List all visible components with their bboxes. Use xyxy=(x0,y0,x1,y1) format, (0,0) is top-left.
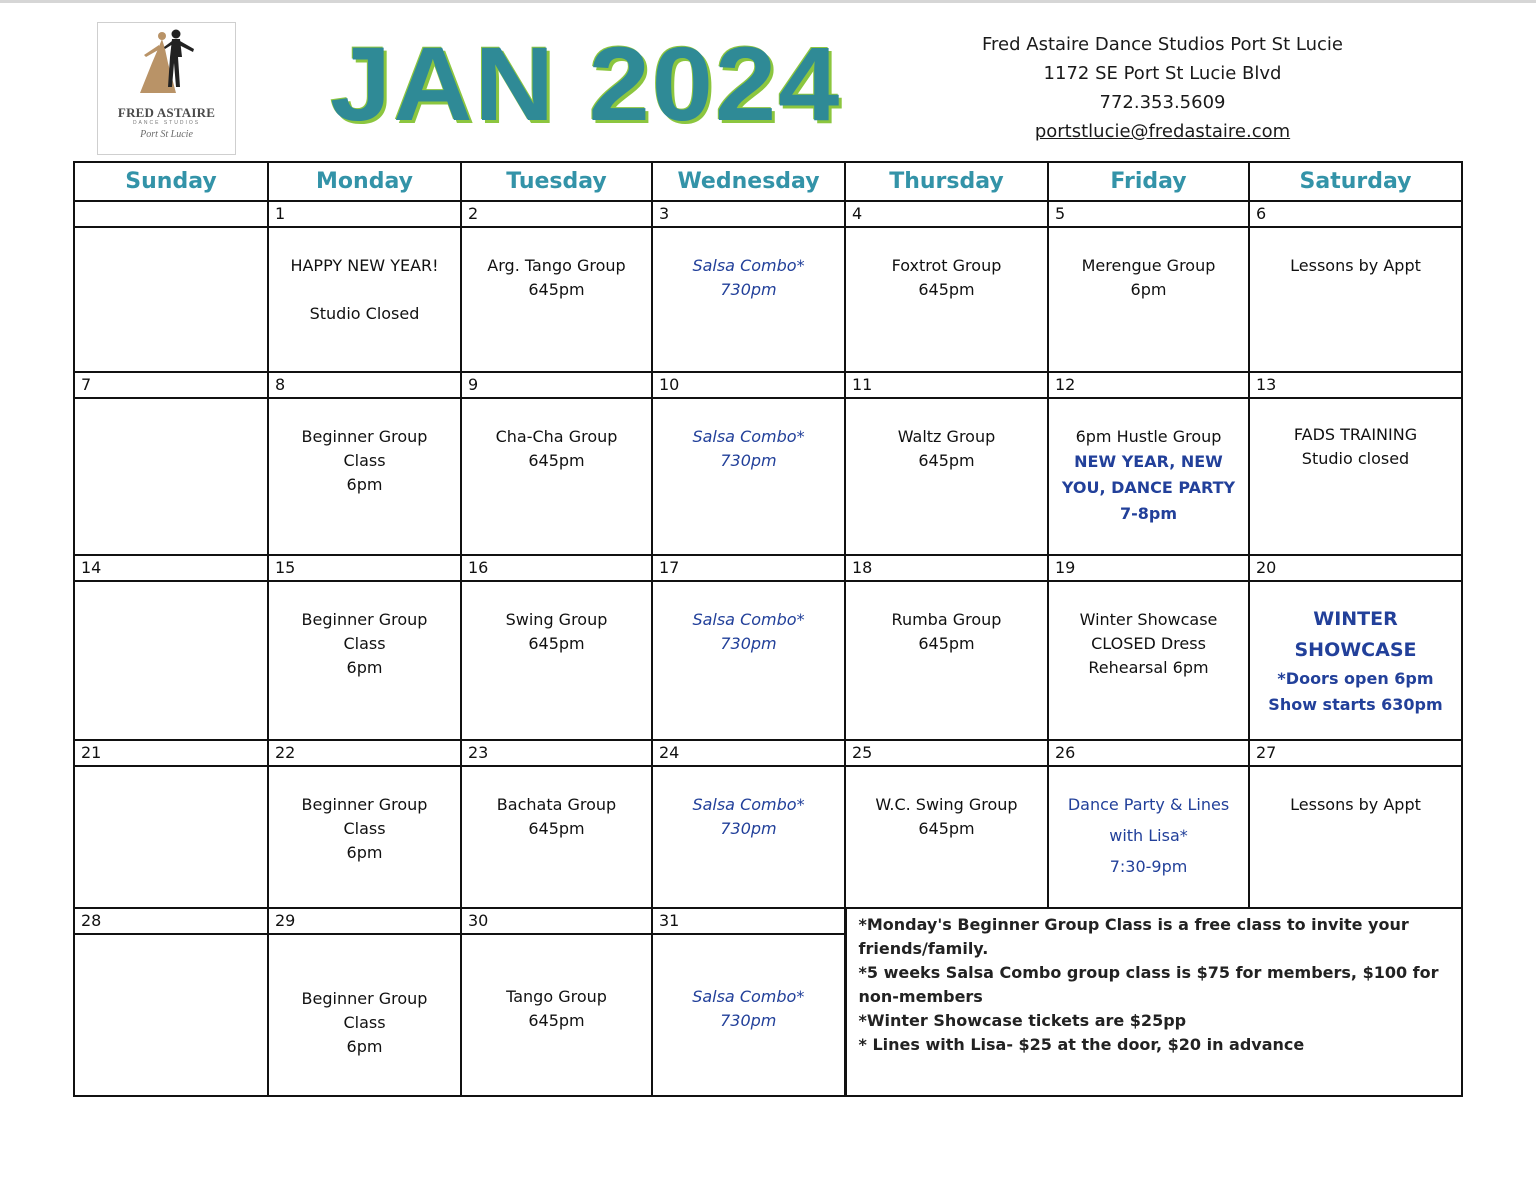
event-text: Beginner Group Class 6pm xyxy=(301,795,428,862)
date-number: 11 xyxy=(845,372,1048,398)
event-text: Dance Party & Lines with Lisa* 7:30-9pm xyxy=(1067,795,1230,876)
weekday-wednesday: Wednesday xyxy=(652,162,845,201)
event-cell xyxy=(74,766,268,908)
date-number: 18 xyxy=(845,555,1048,581)
studio-name: Fred Astaire Dance Studios Port St Lucie xyxy=(982,34,1343,55)
event-cell xyxy=(74,581,268,740)
date-number: 9 xyxy=(461,372,652,398)
event-text: W.C. Swing Group 645pm xyxy=(875,795,1018,838)
weekday-monday: Monday xyxy=(268,162,461,201)
dancing-couple-icon xyxy=(118,27,214,105)
studio-address: 1172 SE Port St Lucie Blvd xyxy=(1043,63,1282,84)
event-cell xyxy=(652,227,845,372)
date-row xyxy=(74,908,1462,934)
event-cell xyxy=(1249,227,1462,372)
date-number: 23 xyxy=(461,740,652,766)
event-text: Salsa Combo* 730pm xyxy=(692,987,805,1030)
event-text xyxy=(79,228,263,254)
showcase-title: WINTER SHOWCASE xyxy=(1294,608,1417,661)
event-text: Lessons by Appt xyxy=(1290,256,1421,275)
event-cell xyxy=(652,581,845,740)
event-cell xyxy=(845,398,1048,555)
note-line: *Monday's Beginner Group Class is a free class to invite your friends/family. xyxy=(858,915,1409,958)
weekday-header-row xyxy=(74,162,1462,201)
event-row xyxy=(74,581,1462,740)
date-number xyxy=(74,201,268,227)
date-number: 5 xyxy=(1048,201,1249,227)
event-cell xyxy=(1249,581,1462,740)
event-text: 6pm Hustle Group xyxy=(1075,427,1222,446)
event-cell xyxy=(461,398,652,555)
event-text: Beginner Group Class 6pm xyxy=(301,989,428,1056)
event-text: Cha-Cha Group 645pm xyxy=(495,427,618,470)
note-line: *Winter Showcase tickets are $25pp xyxy=(858,1011,1187,1030)
event-cell xyxy=(1048,581,1249,740)
dance-party-note: NEW YEAR, NEW YOU, DANCE PARTY 7-8pm xyxy=(1061,452,1236,523)
weekday-thursday: Thursday xyxy=(845,162,1048,201)
date-number: 4 xyxy=(845,201,1048,227)
date-number: 15 xyxy=(268,555,461,581)
date-number: 3 xyxy=(652,201,845,227)
event-text: Salsa Combo* 730pm xyxy=(692,256,805,299)
event-cell xyxy=(461,227,652,372)
event-text: FADS TRAINING Studio closed xyxy=(1293,425,1418,468)
event-cell xyxy=(461,934,652,1096)
event-cell xyxy=(74,398,268,555)
event-cell xyxy=(652,398,845,555)
studio-phone: 772.353.5609 xyxy=(1099,92,1226,113)
event-text: Beginner Group Class 6pm xyxy=(301,427,428,494)
event-cell xyxy=(845,227,1048,372)
date-number: 27 xyxy=(1249,740,1462,766)
event-cell xyxy=(1048,766,1249,908)
event-cell xyxy=(268,934,461,1096)
date-number: 26 xyxy=(1048,740,1249,766)
event-row xyxy=(74,227,1462,372)
date-number: 28 xyxy=(74,908,268,934)
event-cell xyxy=(1249,766,1462,908)
studio-email-link[interactable]: portstlucie@fredastaire.com xyxy=(1034,121,1291,142)
date-row xyxy=(74,740,1462,766)
date-number: 2 xyxy=(461,201,652,227)
weekday-saturday: Saturday xyxy=(1249,162,1462,201)
studio-logo xyxy=(97,22,236,155)
event-text: Beginner Group Class 6pm xyxy=(301,610,428,677)
calendar-grid xyxy=(73,161,1463,1097)
date-number: 30 xyxy=(461,908,652,934)
event-text: Rumba Group 645pm xyxy=(891,610,1002,653)
date-number: 24 xyxy=(652,740,845,766)
date-number: 25 xyxy=(845,740,1048,766)
event-text: Bachata Group 645pm xyxy=(496,795,617,838)
top-rule xyxy=(0,0,1536,3)
date-number: 12 xyxy=(1048,372,1249,398)
date-number: 17 xyxy=(652,555,845,581)
event-text xyxy=(79,935,263,961)
logo-location: Port St Lucie xyxy=(140,129,193,140)
event-cell xyxy=(652,766,845,908)
date-number: 8 xyxy=(268,372,461,398)
event-cell xyxy=(74,227,268,372)
event-text: Winter Showcase CLOSED Dress Rehearsal 6pm xyxy=(1079,610,1218,677)
date-row xyxy=(74,201,1462,227)
event-text: Waltz Group 645pm xyxy=(897,427,996,470)
notes-box xyxy=(845,908,1462,1096)
event-row xyxy=(74,398,1462,555)
event-cell xyxy=(652,934,845,1096)
date-number: 21 xyxy=(74,740,268,766)
logo-tagline: DANCE STUDIOS xyxy=(132,120,201,126)
event-cell xyxy=(74,934,268,1096)
date-number: 16 xyxy=(461,555,652,581)
weekday-sunday: Sunday xyxy=(74,162,268,201)
event-text: Swing Group 645pm xyxy=(505,610,608,653)
showcase-note: *Doors open 6pm Show starts 630pm xyxy=(1268,669,1443,714)
event-text: Salsa Combo* 730pm xyxy=(692,610,805,653)
date-number: 20 xyxy=(1249,555,1462,581)
event-text: Foxtrot Group 645pm xyxy=(891,256,1002,299)
event-text: Tango Group 645pm xyxy=(506,987,607,1030)
event-cell xyxy=(268,581,461,740)
date-row xyxy=(74,555,1462,581)
date-number: 14 xyxy=(74,555,268,581)
month-title: JAN 2024 xyxy=(330,26,842,143)
event-cell xyxy=(461,581,652,740)
note-line: *5 weeks Salsa Combo group class is $75 for members, $100 for non-members xyxy=(858,963,1439,1006)
event-text xyxy=(79,582,263,608)
logo-name: FRED ASTAIRE xyxy=(117,105,216,120)
date-number: 29 xyxy=(268,908,461,934)
event-text xyxy=(79,399,263,425)
event-cell xyxy=(268,227,461,372)
event-cell xyxy=(268,398,461,555)
date-number: 1 xyxy=(268,201,461,227)
date-number: 7 xyxy=(74,372,268,398)
event-cell xyxy=(1249,398,1462,555)
date-number: 6 xyxy=(1249,201,1462,227)
event-text: Arg. Tango Group 645pm xyxy=(487,256,626,299)
date-number: 31 xyxy=(652,908,845,934)
event-cell xyxy=(461,766,652,908)
note-line: * Lines with Lisa- $25 at the door, $20 in advance xyxy=(858,1035,1305,1054)
studio-contact xyxy=(935,30,1390,146)
event-cell xyxy=(268,766,461,908)
event-row xyxy=(74,766,1462,908)
event-text xyxy=(79,767,263,793)
event-cell xyxy=(1048,227,1249,372)
date-number: 10 xyxy=(652,372,845,398)
event-cell xyxy=(845,766,1048,908)
event-text: HAPPY NEW YEAR! Studio Closed xyxy=(290,256,439,323)
event-text: Salsa Combo* 730pm xyxy=(692,795,805,838)
date-number: 22 xyxy=(268,740,461,766)
date-number: 19 xyxy=(1048,555,1249,581)
event-cell xyxy=(845,581,1048,740)
date-row xyxy=(74,372,1462,398)
event-text: Salsa Combo* 730pm xyxy=(692,427,805,470)
event-text: Lessons by Appt xyxy=(1290,795,1421,814)
date-number: 13 xyxy=(1249,372,1462,398)
weekday-friday: Friday xyxy=(1048,162,1249,201)
event-text: Merengue Group 6pm xyxy=(1081,256,1216,299)
weekday-tuesday: Tuesday xyxy=(461,162,652,201)
event-cell xyxy=(1048,398,1249,555)
